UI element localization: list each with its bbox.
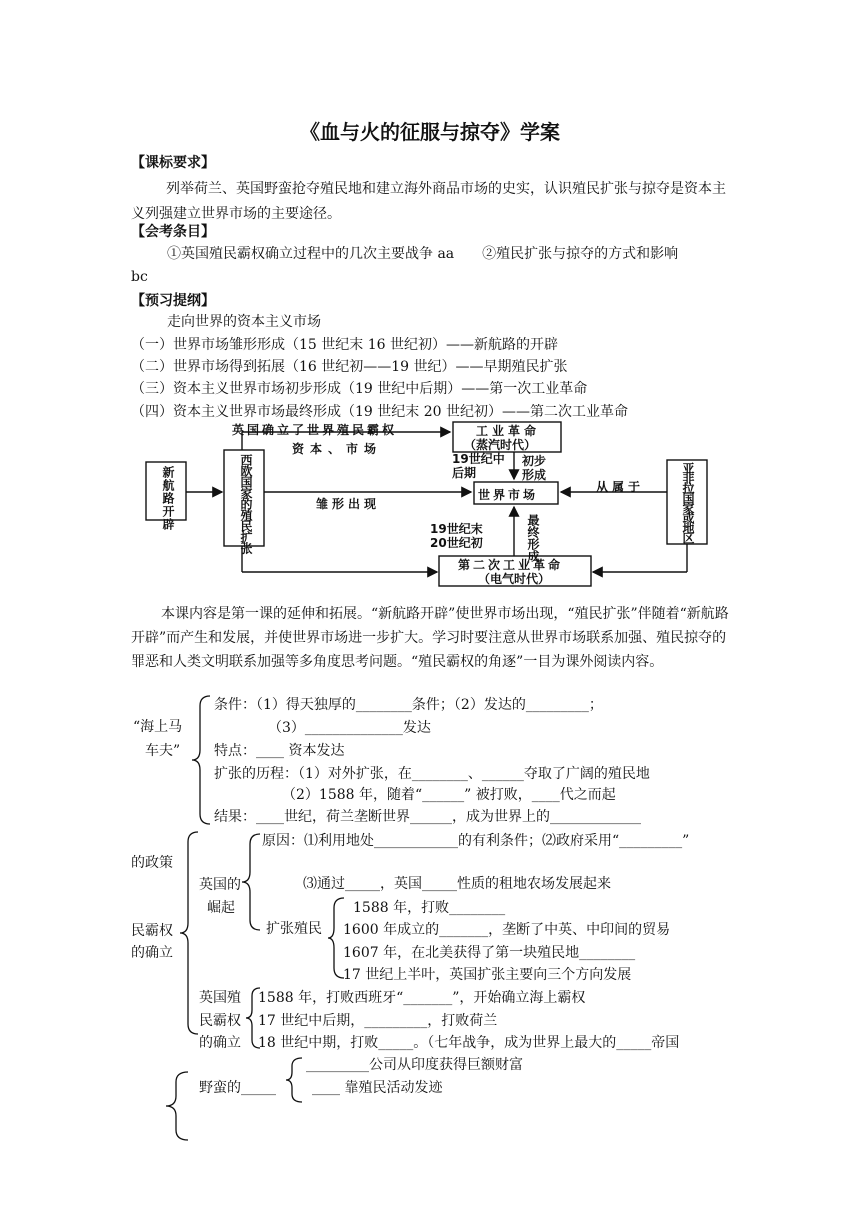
diagram-ir2-sub: （电气时代） (478, 572, 551, 586)
diagram-afro-asia-label: 亚非拉国家或地区 (681, 462, 695, 542)
dutch-line: （2）1588 年，随着“______” 被打败，____代之而起 (282, 787, 616, 803)
section-heading-outline: 【预习提纲】 (131, 293, 215, 309)
exam-items-cont: bc (131, 269, 148, 285)
british-outer-label: 的政策 (131, 855, 173, 871)
diagram-embryo-label: 雏形出现 (316, 497, 381, 511)
dutch-line: 特点：____ 资本发达 (214, 743, 345, 759)
diagram-top-sub-label: 资本、市场 (292, 442, 383, 456)
british-rise-label-2: 崛起 (207, 900, 235, 916)
section-heading-requirements: 【课标要求】 (131, 155, 215, 171)
british-hegemony-line: 1588 年，打败西班牙“_______”，开始确立海上霸权 (258, 990, 586, 1006)
british-hegemony-label: 英国殖 (199, 990, 241, 1006)
british-hegemony-line: 17 世纪中后期，_________，打败荷兰 (258, 1013, 498, 1029)
outline-subtitle: 走向世界的资本主义市场 (167, 314, 321, 330)
outline-item: （二）世界市场得到拓展（16 世纪初——19 世纪）——早期殖民扩张 (131, 359, 568, 375)
diagram-mid19-label: 19世纪中后期 (452, 452, 505, 480)
british-rise-brace (240, 832, 262, 932)
diagram-ir1-sub: （蒸汽时代） (464, 438, 537, 452)
british-expansion-line: 1600 年成立的_______，垄断了中英、中印间的贸易 (343, 922, 671, 938)
british-expansion-line: 17 世纪上半叶，英国扩张主要向三个方向发展 (343, 967, 632, 983)
diagram-subordinate-label: 从属于 (596, 480, 645, 494)
british-expansion-line: 1607 年，在北美获得了第一块殖民地________ (343, 945, 636, 961)
british-outer-label: 的确立 (131, 945, 173, 961)
british-outer-label: 民霸权 (131, 923, 173, 939)
diagram-top-arrow-label: 英国确立了世界殖民霸权 (232, 423, 398, 437)
diagram-ir2-title: 第二次工业革命 (458, 558, 564, 572)
british-rise-label: 英国的 (199, 877, 241, 893)
outline-item: （三）资本主义世界市场初步形成（19 世纪中后期）——第一次工业革命 (131, 381, 588, 397)
british-rise-line: 原因：⑴利用地处____________的有利条件；⑵政府采用“_________” (262, 833, 690, 849)
diagram-labels (152, 418, 732, 590)
outline-item: （一）世界市场雏形形成（15 世纪末 16 世纪初）——新航路的开辟 (131, 337, 558, 353)
savage-inner-brace (284, 1056, 304, 1104)
british-hegemony-label: 民霸权 (199, 1013, 241, 1029)
savage-outer-brace (162, 1070, 190, 1142)
british-outer-brace (178, 830, 200, 1036)
dutch-line: 结果：____世纪，荷兰垄断世界______，成为世界上的_____________ (214, 809, 641, 825)
requirements-text: 列举荷兰、英国野蛮抢夺殖民地和建立海外商品市场的史实，认识殖民扩张与掠夺是资本主义列强建立世界市场的主要途径。 (131, 181, 726, 222)
savage-line: ____ 靠殖民活动发迹 (312, 1080, 443, 1096)
diagram-ir1-title: 工业革命 (476, 424, 541, 438)
dutch-label-2: 车夫” (145, 743, 181, 759)
dutch-brace (190, 694, 212, 826)
british-hegemony-line: 18 世纪中期，打败_____。（七年战争，成为世界上最大的_____帝国 (258, 1035, 680, 1051)
diagram-initial-label: 初步形成 (522, 454, 547, 482)
diagram-west-europe-label: 西欧国家的殖民扩张 (239, 454, 253, 553)
intro-paragraph: 本课内容是第一课的延伸和拓展。“新航路开辟”使世界市场出现，“殖民扩张”伴随着“新航路开辟”而产生和发展，并使世界市场进一步扩大。学习时要注意从世界市场联系加强、殖民掠夺的罪恶和人类文明联系加强等多角度思考问题。“殖民霸权的角逐”一目为课外阅读内容。 (131, 606, 729, 670)
british-expansion-label: 扩张殖民 (266, 921, 322, 937)
british-expansion-line: 1588 年，打败________ (353, 900, 506, 916)
dutch-line: 条件：（1）得天独厚的________条件；（2）发达的_________； (214, 697, 603, 713)
diagram-final-label: 最终形成 (526, 514, 540, 562)
savage-line: _________公司从印度获得巨额财富 (306, 1057, 523, 1073)
british-hegemony-label: 的确立 (199, 1035, 241, 1051)
outline-item: （四）资本主义世界市场最终形成（19 世纪末 20 世纪初）——第二次工业革命 (131, 404, 628, 420)
diagram-late19-label: 19世纪末20世纪初 (430, 522, 483, 550)
diagram-new-route-label: 新航路开辟 (161, 466, 175, 531)
british-rise-line: ⑶通过_____，英国_____性质的租地农场发展起来 (303, 876, 611, 892)
diagram-world-market-label: 世界市场 (478, 488, 539, 502)
dutch-label: “海上马 (133, 719, 183, 735)
savage-label: 野蛮的_____ (199, 1080, 276, 1096)
section-heading-exam: 【会考条目】 (131, 224, 215, 240)
exam-items: ①英国殖民霸权确立过程中的几次主要战争 aa ②殖民扩张与掠夺的方式和影响 (167, 246, 679, 262)
dutch-line: （3）______________发达 (268, 720, 431, 736)
page-title: 《血与火的征服与掠夺》学案 (300, 120, 560, 144)
dutch-line: 扩张的历程：（1）对外扩张，在________、______夺取了广阔的殖民地 (214, 766, 650, 782)
